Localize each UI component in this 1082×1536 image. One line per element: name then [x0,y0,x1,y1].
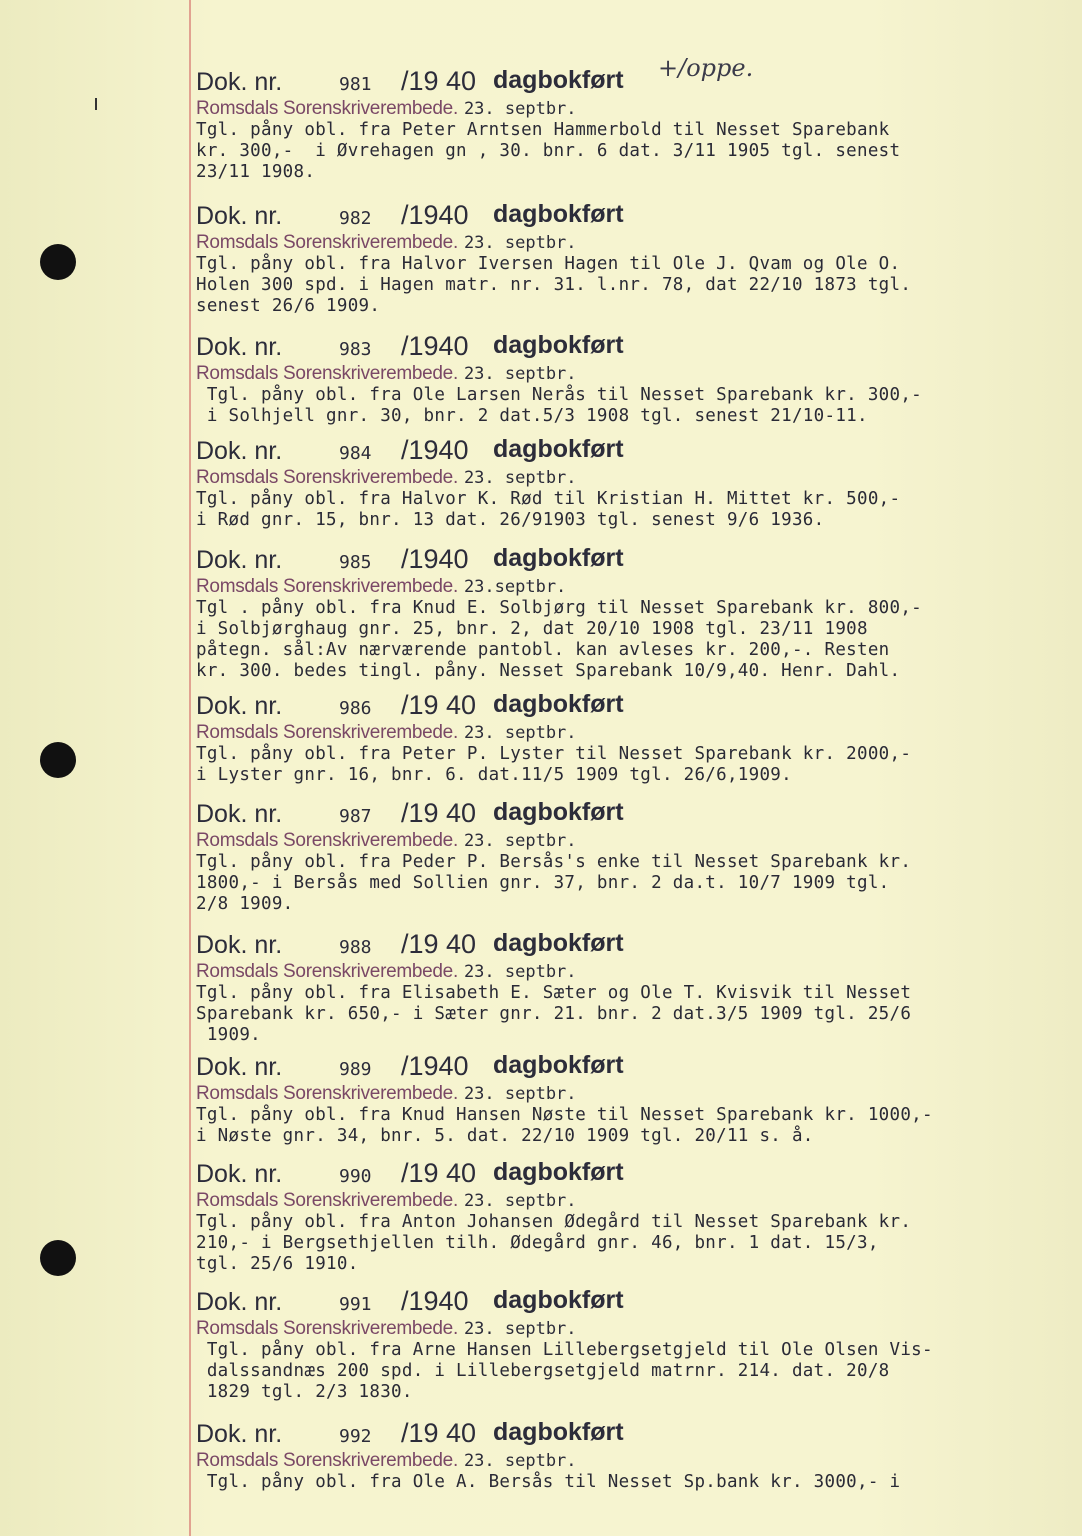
office-stamp: Romsdals Sorenskriverembede. [196,467,458,488]
entry-header [196,1053,1056,1083]
dok-label: Dok. nr. [196,546,283,574]
journal-entry [196,1288,1056,1403]
doc-number: 984 [339,443,372,464]
margin-mark [95,98,97,110]
handwritten-note: +/oppe. [658,54,754,82]
dagbokfort-stamp: dagbokført [493,200,624,228]
year-stamp: /19 40 [401,690,477,720]
office-stamp: Romsdals Sorenskriverembede. [196,961,458,982]
text-line: kr. 300,- i Øvrehagen gn , 30. bnr. 6 dat. 3/11 1905 tgl. senest [196,141,901,161]
text-line: Tgl. påny obl. fra Anton Johansen Ødegård til Nesset Sparebank kr. [196,1212,912,1232]
doc-number: 991 [339,1294,372,1315]
text-line: 2/8 1909. [196,894,294,914]
office-stamp: Romsdals Sorenskriverembede. [196,576,458,597]
text-line: Tgl. påny obl. fra Ole A. Bersås til Nesset Sp.bank kr. 3000,- i [196,1472,901,1492]
year-stamp: /1940 [401,200,469,230]
dok-label: Dok. nr. [196,800,283,828]
text-line: kr. 300. bedes tingl. påny. Nesset Sparebank 10/9,40. Henr. Dahl. [196,661,901,681]
dok-label: Dok. nr. [196,68,283,96]
year-stamp: /1940 [401,1286,469,1316]
journal-entry [196,437,1056,531]
doc-number: 988 [339,937,372,958]
text-line: i Solbjørghaug gnr. 25, bnr. 2, dat 20/10 1908 tgl. 23/11 1908 [196,619,868,639]
court-line [196,830,1056,852]
dok-label: Dok. nr. [196,1053,283,1081]
journal-entry [196,931,1056,1046]
punch-hole-icon [40,244,76,280]
entry-header [196,692,1056,722]
journal-entry [196,546,1056,682]
text-line: i Nøste gnr. 34, bnr. 5. dat. 22/10 1909 tgl. 20/11 s. å. [196,1126,814,1146]
office-stamp: Romsdals Sorenskriverembede. [196,1318,458,1339]
court-line [196,1190,1056,1212]
office-stamp: Romsdals Sorenskriverembede. [196,232,458,253]
entry-date: 23. septbr. [463,364,577,384]
text-line: 1829 tgl. 2/3 1830. [196,1382,413,1402]
office-stamp: Romsdals Sorenskriverembede. [196,830,458,851]
court-line [196,722,1056,744]
punch-hole-icon [40,742,76,778]
court-line [196,1318,1056,1340]
year-stamp: /1940 [401,544,469,574]
journal-entry [196,1053,1056,1147]
year-stamp: /19 40 [401,1158,477,1188]
dok-label: Dok. nr. [196,692,283,720]
year-stamp: /19 40 [401,798,477,828]
journal-entry [196,333,1056,427]
text-line: 210,- i Bergsethjellen tilh. Ødegård gnr. 46, bnr. 1 dat. 15/3, [196,1233,879,1253]
dagbokfort-stamp: dagbokført [493,1158,624,1186]
entry-text [196,1472,1056,1493]
dok-label: Dok. nr. [196,1420,283,1448]
entry-header [196,437,1056,467]
entry-date: 23. septbr. [463,99,577,119]
punch-hole-icon [40,1240,76,1276]
entry-header [196,1420,1056,1450]
doc-number: 983 [339,339,372,360]
entry-date: 23. septbr. [463,468,577,488]
journal-entry [196,1160,1056,1275]
doc-number: 982 [339,208,372,229]
year-stamp: /19 40 [401,1418,477,1448]
entry-date: 23. septbr. [463,1191,577,1211]
year-stamp: /19 40 [401,66,477,96]
text-line: Holen 300 spd. i Hagen matr. nr. 31. l.nr. 78, dat 22/10 1873 tgl. [196,275,912,295]
office-stamp: Romsdals Sorenskriverembede. [196,98,458,119]
court-line [196,232,1056,254]
doc-number: 987 [339,806,372,827]
text-line: 1909. [196,1025,262,1045]
entry-text [196,1340,1056,1403]
entry-text [196,852,1056,915]
text-line: Tgl. påny obl. fra Arne Hansen Lillebergsetgjeld til Ole Olsen Vis- [196,1340,933,1360]
doc-number: 981 [339,74,372,95]
dagbokfort-stamp: dagbokført [493,690,624,718]
entry-header [196,333,1056,363]
entry-header [196,1160,1056,1190]
entry-header [196,800,1056,830]
journal-entry [196,54,1056,183]
court-line [196,363,1056,385]
text-line: Tgl. påny obl. fra Halvor Iversen Hagen til Ole J. Qvam og Ole O. [196,254,901,274]
dagbokfort-stamp: dagbokført [493,1418,624,1446]
office-stamp: Romsdals Sorenskriverembede. [196,1190,458,1211]
court-line [196,1083,1056,1105]
entry-header [196,202,1056,232]
journal-entry [196,202,1056,317]
dok-label: Dok. nr. [196,333,283,361]
doc-number: 985 [339,552,372,573]
court-line [196,98,1056,120]
text-line: i Rød gnr. 15, bnr. 13 dat. 26/91903 tgl. senest 9/6 1936. [196,510,825,530]
dok-label: Dok. nr. [196,1160,283,1188]
text-line: tgl. 25/6 1910. [196,1254,359,1274]
year-stamp: /1940 [401,435,469,465]
dagbokfort-stamp: dagbokført [493,544,624,572]
dagbokfort-stamp: dagbokført [493,331,624,359]
margin-rule [189,0,191,1536]
entry-date: 23. septbr. [463,1451,577,1471]
text-line: Tgl. påny obl. fra Peter P. Lyster til Nesset Sparebank kr. 2000,- [196,744,912,764]
entry-header [196,54,1056,98]
entry-header [196,1288,1056,1318]
dagbokfort-stamp: dagbokført [493,1051,624,1079]
journal-entry [196,692,1056,786]
doc-number: 990 [339,1166,372,1187]
journal-entry [196,800,1056,915]
text-line: i Lyster gnr. 16, bnr. 6. dat.11/5 1909 tgl. 26/6,1909. [196,765,792,785]
entry-date: 23. septbr. [463,831,577,851]
office-stamp: Romsdals Sorenskriverembede. [196,1083,458,1104]
entry-text [196,120,1056,183]
dok-label: Dok. nr. [196,931,283,959]
entry-text [196,1212,1056,1275]
text-line: Tgl. påny obl. fra Halvor K. Rød til Kristian H. Mittet kr. 500,- [196,489,901,509]
dok-label: Dok. nr. [196,1288,283,1316]
entry-header [196,546,1056,576]
entry-date: 23. septbr. [463,962,577,982]
text-line: dalssandnæs 200 spd. i Lillebergsetgjeld matrnr. 214. dat. 20/8 [196,1361,890,1381]
court-line [196,1450,1056,1472]
dok-label: Dok. nr. [196,437,283,465]
dagbokfort-stamp: dagbokført [493,435,624,463]
entry-date: 23. septbr. [463,723,577,743]
entry-text [196,983,1056,1046]
text-line: Tgl . påny obl. fra Knud E. Solbjørg til Nesset Sparebank kr. 800,- [196,598,923,618]
doc-number: 986 [339,698,372,719]
entry-date: 23. septbr. [463,1319,577,1339]
text-line: Tgl. påny obl. fra Peter Arntsen Hammerbold til Nesset Sparebank [196,120,890,140]
office-stamp: Romsdals Sorenskriverembede. [196,722,458,743]
court-line [196,467,1056,489]
text-line: senest 26/6 1909. [196,296,381,316]
dagbokfort-stamp: dagbokført [493,798,624,826]
office-stamp: Romsdals Sorenskriverembede. [196,363,458,384]
entry-date: 23. septbr. [463,1084,577,1104]
text-line: Sparebank kr. 650,- i Sæter gnr. 21. bnr. 2 dat.3/5 1909 tgl. 25/6 [196,1004,912,1024]
dagbokfort-stamp: dagbokført [493,929,624,957]
entry-text [196,385,1056,427]
text-line: Tgl. påny obl. fra Ole Larsen Nerås til Nesset Sparebank kr. 300,- [196,385,923,405]
entry-text [196,1105,1056,1147]
entry-date: 23. septbr. [463,233,577,253]
doc-number: 992 [339,1426,372,1447]
court-line [196,961,1056,983]
text-line: Tgl. påny obl. fra Peder P. Bersås's enke til Nesset Sparebank kr. [196,852,912,872]
entry-text [196,744,1056,786]
entry-text [196,489,1056,531]
text-line: 23/11 1908. [196,162,316,182]
dagbokfort-stamp: dagbokført [493,66,624,94]
dok-label: Dok. nr. [196,202,283,230]
doc-number: 989 [339,1059,372,1080]
year-stamp: /1940 [401,331,469,361]
dagbokfort-stamp: dagbokført [493,1286,624,1314]
text-line: i Solhjell gnr. 30, bnr. 2 dat.5/3 1908 tgl. senest 21/10-11. [196,406,868,426]
text-line: Tgl. påny obl. fra Knud Hansen Nøste til Nesset Sparebank kr. 1000,- [196,1105,933,1125]
entry-text [196,254,1056,317]
text-line: påtegn. sål:Av nærværende pantobl. kan avleses kr. 200,-. Resten [196,640,890,660]
entry-header [196,931,1056,961]
text-line: Tgl. påny obl. fra Elisabeth E. Sæter og Ole T. Kvisvik til Nesset [196,983,912,1003]
year-stamp: /19 40 [401,929,477,959]
year-stamp: /1940 [401,1051,469,1081]
journal-entry [196,1420,1056,1493]
entry-date: 23.septbr. [463,577,567,597]
entry-text [196,598,1056,682]
text-line: 1800,- i Bersås med Sollien gnr. 37, bnr. 2 da.t. 10/7 1909 tgl. [196,873,890,893]
court-line [196,576,1056,598]
office-stamp: Romsdals Sorenskriverembede. [196,1450,458,1471]
